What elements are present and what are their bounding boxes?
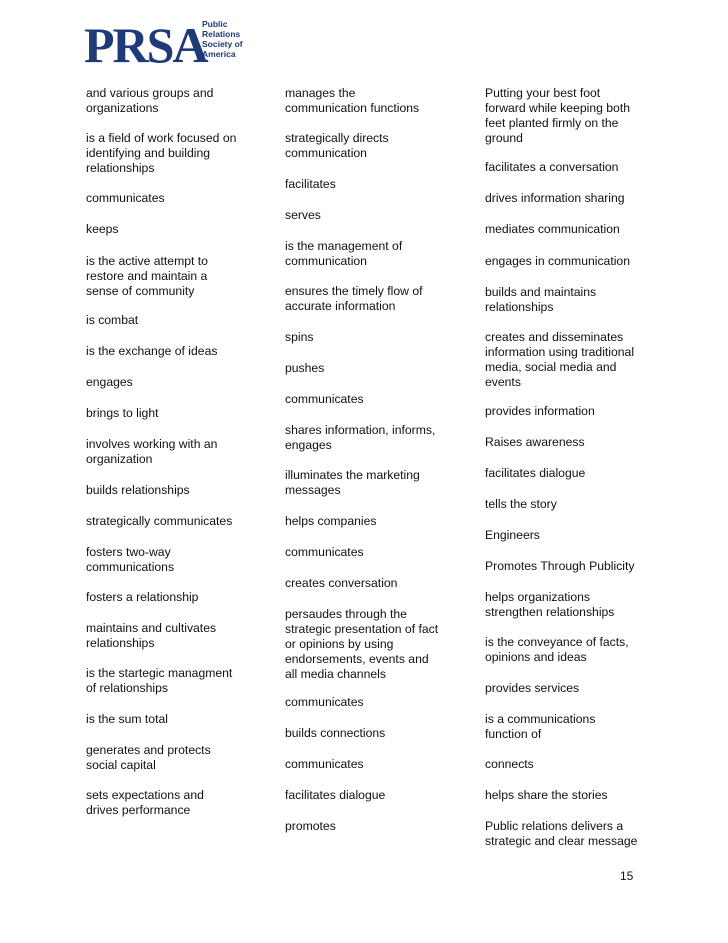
list-item: engages <box>86 375 133 389</box>
logo-line: America <box>202 49 236 59</box>
list-item: sets expectations and drives performance <box>86 788 204 817</box>
list-item: is a field of work focused on identifying and building relationships <box>86 131 237 175</box>
list-item: is the conveyance of facts, opinions and ideas <box>485 635 629 664</box>
list-item: communicates <box>285 545 364 559</box>
list-item: helps share the stories <box>485 788 608 802</box>
list-item: is combat <box>86 313 139 327</box>
list-item: maintains and cultivates relationships <box>86 621 217 650</box>
list-item: builds and maintains relationships <box>485 285 597 314</box>
list-item: keeps <box>86 222 119 236</box>
logo-subtitle <box>202 19 243 59</box>
list-item: builds connections <box>285 726 386 740</box>
list-item: communicates <box>285 695 364 709</box>
list-item: Raises awareness <box>485 435 585 449</box>
list-item: ensures the timely flow of accurate information <box>285 284 423 313</box>
list-item: strategically communicates <box>86 514 233 528</box>
list-item: is a communications function of <box>485 712 596 741</box>
list-item: Public relations delivers a strategic and clear message <box>485 819 638 848</box>
list-item: spins <box>285 330 314 344</box>
list-item: involves working with an organization <box>86 437 218 466</box>
list-item: promotes <box>285 819 336 833</box>
list-item: fosters a relationship <box>86 590 199 604</box>
list-item: facilitates <box>285 177 336 191</box>
logo-line: Society of <box>202 39 243 49</box>
list-item: illuminates the marketing messages <box>285 468 420 497</box>
list-item: Putting your best foot forward while keeping both feet planted firmly on the ground <box>485 86 630 145</box>
logo-line: Relations <box>202 29 241 39</box>
list-item: helps companies <box>285 514 377 528</box>
list-item: facilitates a conversation <box>485 160 619 174</box>
list-item: creates conversation <box>285 576 398 590</box>
list-item: engages in communication <box>485 254 630 268</box>
list-item: serves <box>285 208 321 222</box>
list-item: connects <box>485 757 534 771</box>
list-item: fosters two-way communications <box>86 545 175 574</box>
list-item: persaudes through the strategic presentation of fact or opinions by using endorsements, events and all media channels <box>285 607 439 681</box>
list-item: is the sum total <box>86 712 168 726</box>
list-item: Promotes Through Publicity <box>485 559 635 573</box>
list-item: is the active attempt to restore and maintain a sense of community <box>86 254 208 298</box>
list-item: communicates <box>86 191 165 205</box>
list-item: provides information <box>485 404 595 418</box>
logo-wordmark: PRSA <box>84 17 207 73</box>
list-item: and various groups and organizations <box>86 86 214 115</box>
list-item: helps organizations strengthen relationships <box>485 590 615 619</box>
list-item: provides services <box>485 681 580 695</box>
list-item: pushes <box>285 361 325 375</box>
logo-line: Public <box>202 19 228 29</box>
list-item: manages the communication functions <box>285 86 420 115</box>
list-item: shares information, informs, engages <box>285 423 436 452</box>
list-item: is the startegic managment of relationships <box>86 666 233 695</box>
list-item: is the management of communication <box>285 239 403 268</box>
list-item: builds relationships <box>86 483 190 497</box>
list-item: facilitates dialogue <box>285 788 386 802</box>
list-item: mediates communication <box>485 222 620 236</box>
list-item: facilitates dialogue <box>485 466 586 480</box>
list-item: communicates <box>285 757 364 771</box>
list-item: Engineers <box>485 528 540 542</box>
list-item: generates and protects social capital <box>86 743 211 772</box>
list-item: brings to light <box>86 406 159 420</box>
list-item: strategically directs communication <box>285 131 389 160</box>
list-item: creates and disseminates information using traditional media, social media and events <box>485 330 635 389</box>
page-number: 15 <box>620 869 634 883</box>
list-item: is the exchange of ideas <box>86 344 218 358</box>
list-item: tells the story <box>485 497 557 511</box>
prsa-logo <box>84 14 244 76</box>
list-item: drives information sharing <box>485 191 625 205</box>
list-item: communicates <box>285 392 364 406</box>
